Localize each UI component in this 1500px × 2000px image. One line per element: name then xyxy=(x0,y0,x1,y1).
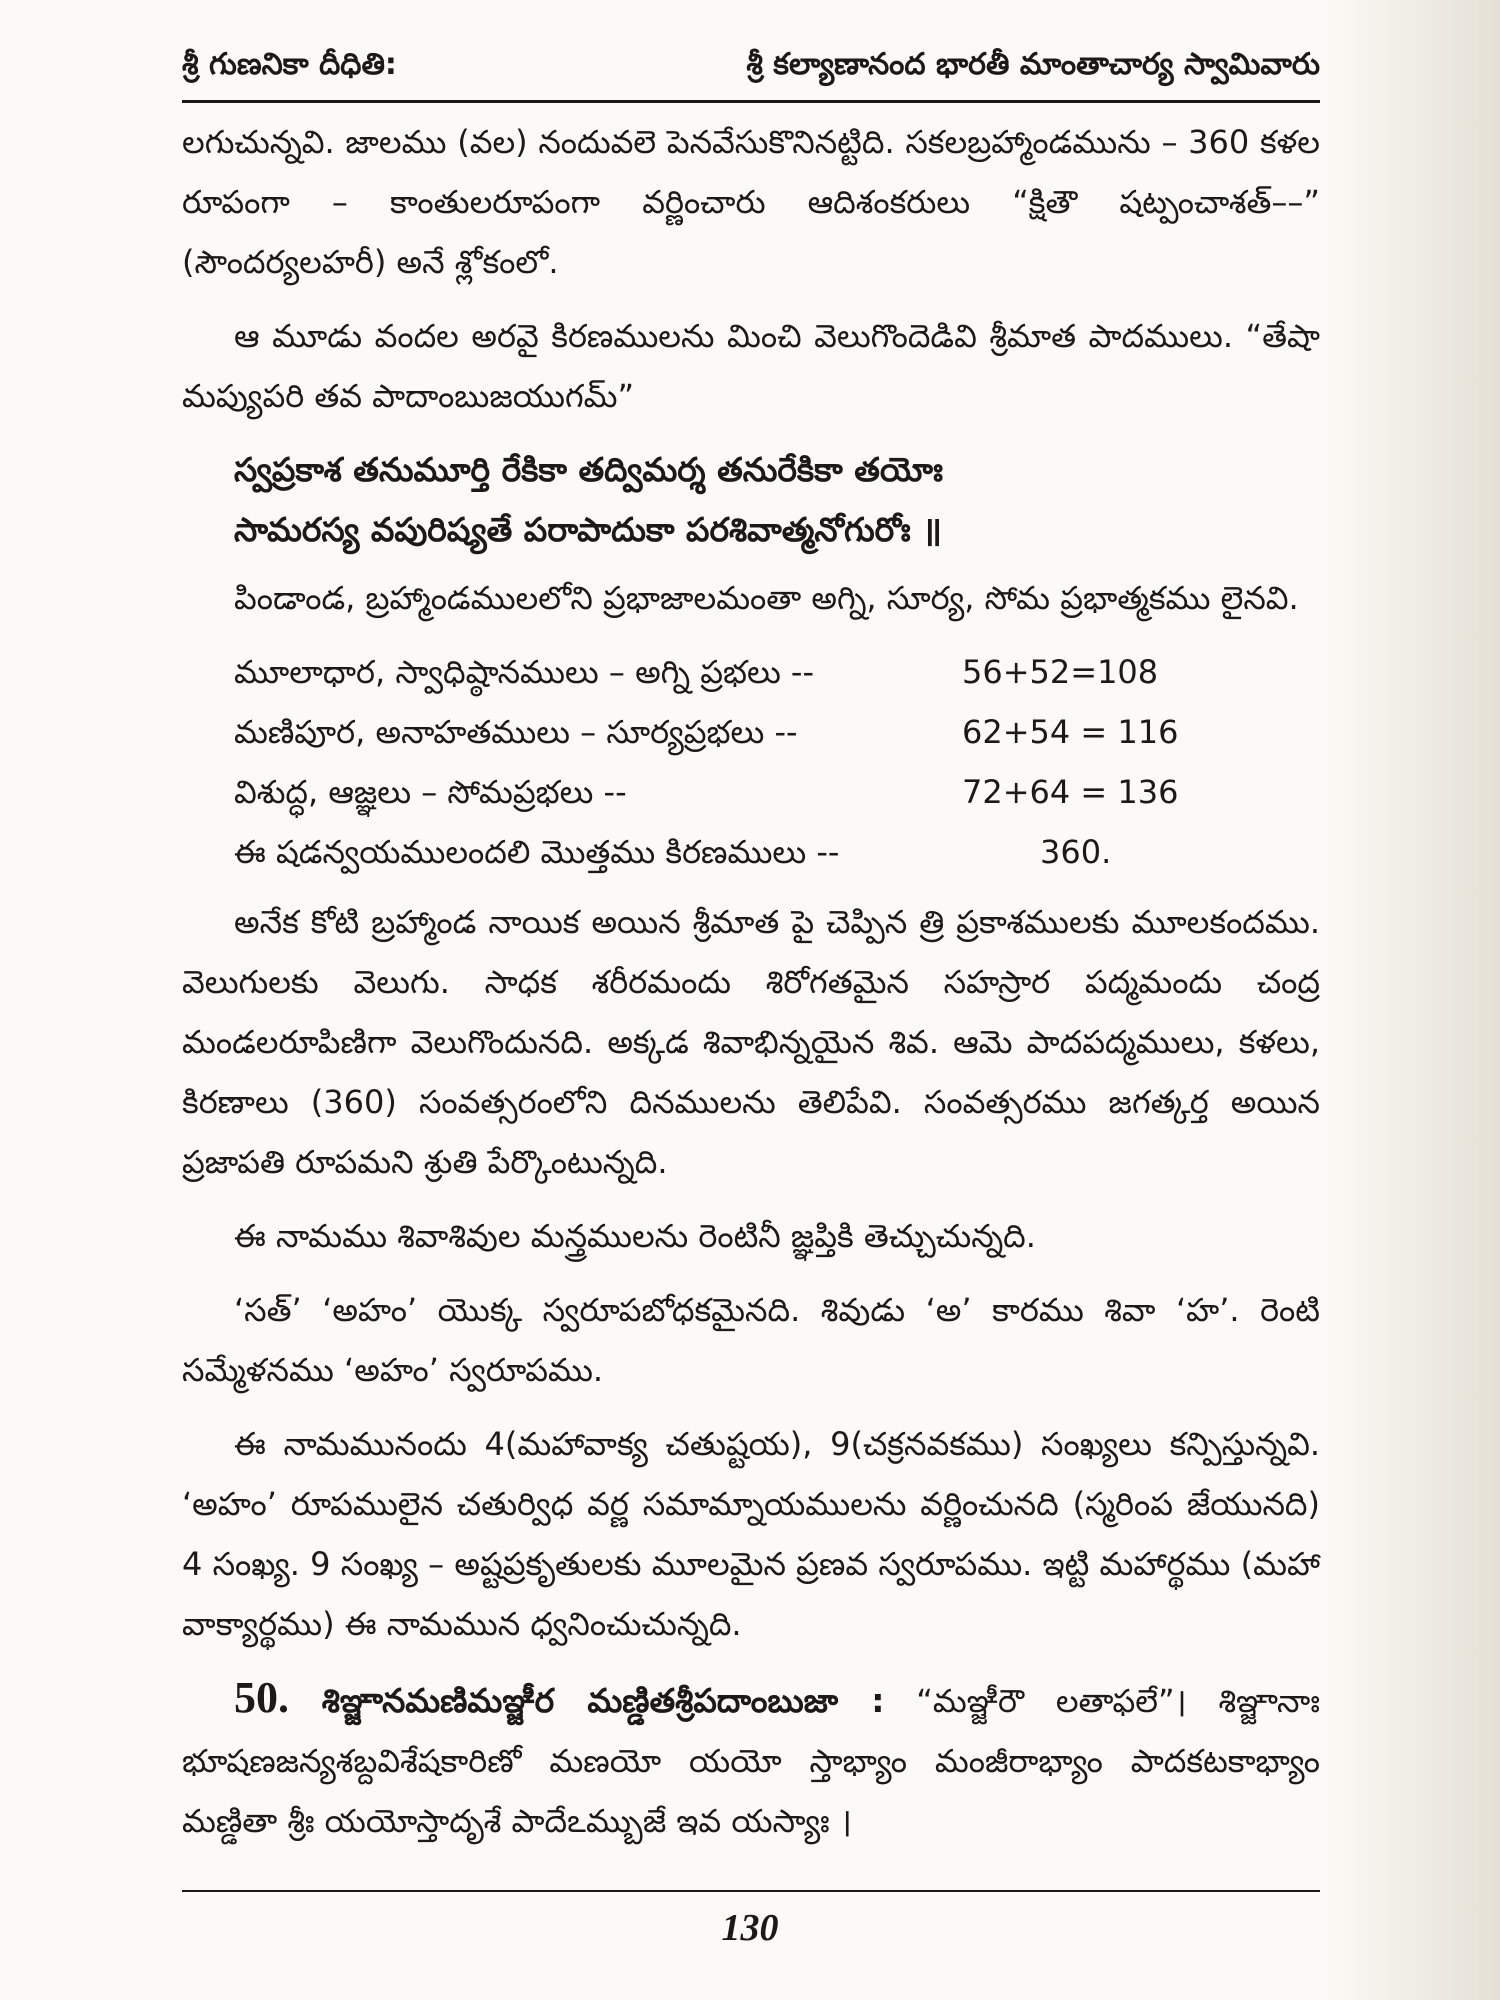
table-row-label: విశుద్ధ, ఆజ్ఞలు – సోమప్రభలు -- xyxy=(234,773,627,811)
paragraph-1: లగుచున్నవి. జాలము (వల) నందువలె పెనవేసుకొనినట్టిది. సకలబ్రహ్మాండమును – 360 కళల రూపంగా – కాంతులరూపంగా వర్ణించారు ఆదిశంకరులు “క్షితౌ షట్పంచాశత్––” (సౌందర్యలహరీ) అనే శ్లోకంలో. xyxy=(182,123,1320,281)
section-number: 50. xyxy=(234,1673,289,1722)
table-row-value: 62+54 = 116 xyxy=(962,713,1179,751)
paragraph-6: ‘సత్’ ‘అహం’ యొక్క స్వరూపబోధకమైనది. శివుడు ‘అ’ కారము శివా ‘హ’. రెంటి సమ్మేళనము ‘అహం’ స్వరూపము. xyxy=(182,1291,1320,1389)
page-body xyxy=(182,112,1320,1865)
verse-line-1: స్వప్రకాశ తనుమూర్తి రేకికా తద్విమర్శ తనురేకికా తయోః xyxy=(234,450,944,489)
header-book-title: శ్రీ గుణనికా దీధితి: xyxy=(182,47,397,82)
table-row xyxy=(182,822,1320,882)
table-row xyxy=(182,702,1320,762)
paragraph-4: అనేక కోటి బ్రహ్మాండ నాయిక అయిన శ్రీమాత పై చెప్పిన త్రి ప్రకాశములకు మూలకందము. వెలుగులకు వెలుగు. సాధక శరీరమందు శిరోగతమైన సహస్రార పద్మమందు చంద్ర మండలరూపిణిగా వెలుగొందునది. అక్కడ శివాభిన్నయైన శివ. ఆమె పాదపద్మములు, కళలు, కిరణాలు (360) సంవత్సరంలోని దినములను తెలిపేవి. సంవత్సరము జగత్కర్త అయిన ప్రజాపతి రూపమని శ్రుతి పేర్కొంటున్నది. xyxy=(182,903,1320,1181)
table-row xyxy=(182,642,1320,702)
section-50 xyxy=(182,1668,1320,1851)
table-row-label: మూలాధార, స్వాధిష్ఠానములు – అగ్ని ప్రభలు -- xyxy=(234,653,815,691)
paragraph-7: ఈ నామమునందు 4(మహావాక్య చతుష్టయ), 9(చక్రనవకము) సంఖ్యలు కన్పిస్తున్నవి. ‘అహం’ రూపములైన చతుర్విధ వర్ణ సమామ్నాయములను వర్ణించునది (స్మరింప జేయునది) 4 సంఖ్య. 9 సంఖ్య – అష్టప్రకృతులకు మూలమైన ప్రణవ స్వరూపము. ఇట్టి మహార్థము (మహా వాక్యార్థము) ఈ నామమున ధ్వనించుచున్నది. xyxy=(182,1425,1320,1643)
section-50-heading xyxy=(234,1673,885,1722)
table-row xyxy=(182,762,1320,822)
footer-rule xyxy=(182,1890,1320,1892)
header-author: శ్రీ కల్యాణానంద భారతీ మాంతాచార్య స్వామివారు xyxy=(746,47,1320,82)
paragraph-2: ఆ మూడు వందల అరవై కిరణములను మించి వెలుగొందెడివి శ్రీమాత పాదములు. “తేషా మప్యుపరి తవ పాదాంబుజయుగమ్” xyxy=(182,317,1320,415)
verse-line-2: సామరస్య వపురిష్యతే పరాపాదుకా పరశివాత్మనోగురోః ॥ xyxy=(234,510,942,549)
table-row-label: మణిపూర, అనాహతములు – సూర్యప్రభలు -- xyxy=(234,713,798,751)
header-rule xyxy=(182,100,1320,103)
section-title: శిఞ్జానమణిమఞ్జీర మణ్డితశ్రీపదాంబుజా : xyxy=(321,1681,885,1720)
table-row-value: 56+52=108 xyxy=(962,653,1159,691)
sanskrit-verse xyxy=(182,440,1320,560)
table-row-label: ఈ షడన్వయములందలి మొత్తము కిరణములు -- xyxy=(234,833,840,871)
page-edge-shadow xyxy=(1320,0,1500,2000)
paragraph-3: పిండాండ, బ్రహ్మాండములలోని ప్రభాజాలమంతా అగ్ని, సూర్య, సోమ ప్రభాత్మకము లైనవి. xyxy=(234,579,1299,617)
table-row-value: 72+64 = 136 xyxy=(962,773,1179,811)
table-total-value: 360. xyxy=(1040,833,1112,871)
rays-table xyxy=(182,642,1320,882)
paragraph-5: ఈ నామము శివాశివుల మన్త్రములను రెంటినీ జ్ఞప్తికి తెచ్చుచున్నది. xyxy=(234,1217,1036,1255)
page-number: 130 xyxy=(721,1907,779,1949)
section-50-text: “మఞ్జీరౌ లతాఫలే”। శిఞ్జానాః భూషణజన్యశబ్దవిశేషకారిణో మణయో యయో స్తాభ్యాం మంజీరాభ్యాం పాదకటకాభ్యాం మణ్డితా శ్రీః యయోస్తాదృశే పాదేఽమ్బుజే ఇవ యస్యాః । xyxy=(182,1682,1320,1840)
running-header xyxy=(182,44,1320,92)
